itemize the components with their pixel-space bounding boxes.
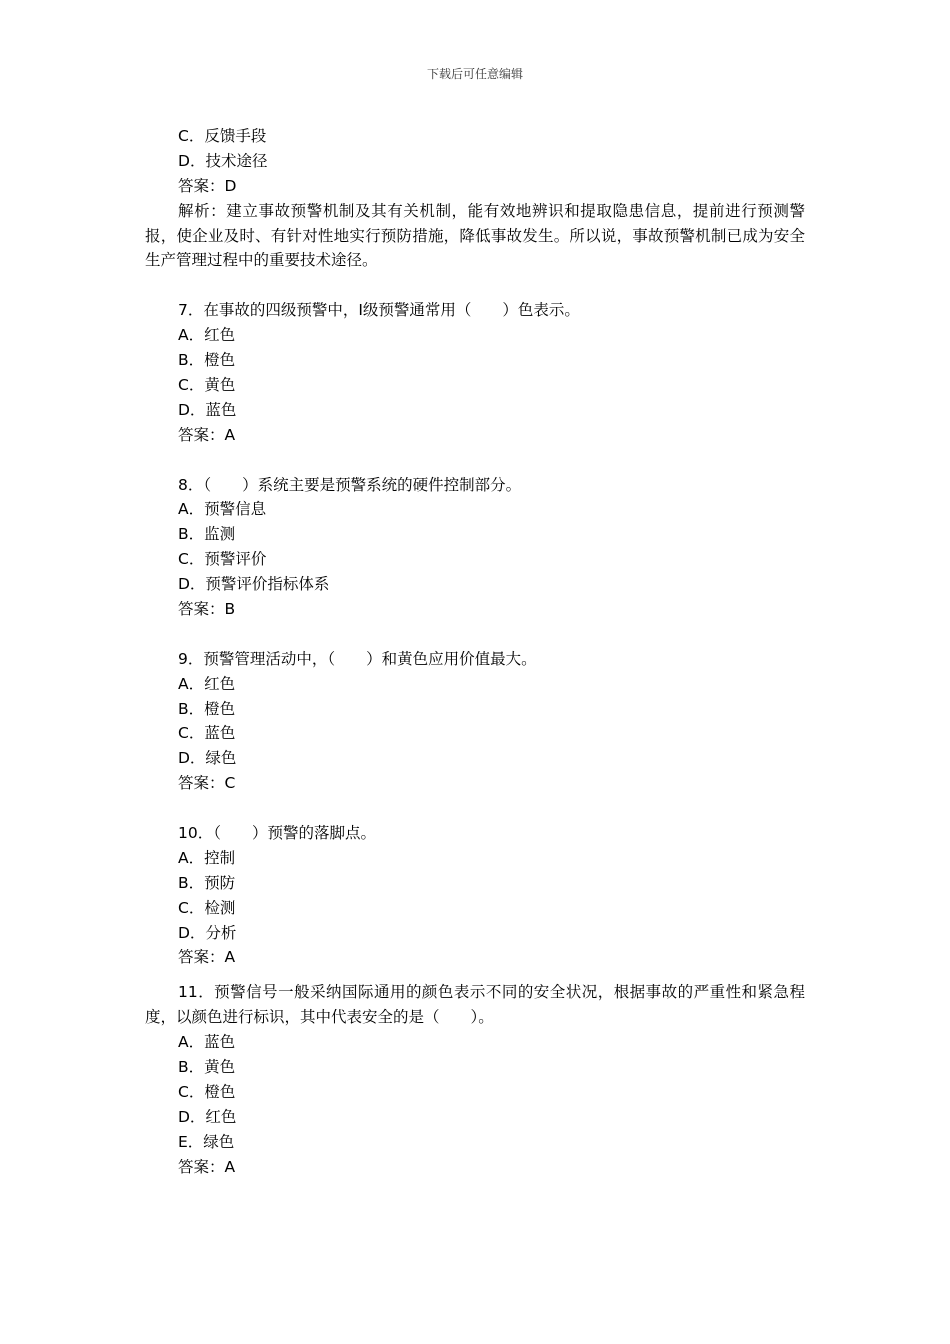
option-b: B．橙色 [178,699,236,718]
option-b: B．橙色 [178,351,236,370]
question-7 [145,298,805,447]
answer: 答案：A [178,425,236,444]
option-b: B．预防 [178,873,236,892]
spacer [145,273,805,298]
option-a: A．蓝色 [178,1033,236,1052]
option-b: B．黄色 [178,1058,236,1077]
question-stem: 10．（ ）预警的落脚点。 [178,823,376,842]
question-stem: 7．在事故的四级预警中，Ⅰ级预警通常用（ ）色表示。 [178,301,580,320]
option-c: C．蓝色 [178,724,236,743]
answer: 答案：C [178,774,236,793]
option-a: A．红色 [178,326,236,345]
answer: 答案：D [178,176,237,195]
option-e: E．绿色 [178,1132,235,1151]
option-c: C．检测 [178,898,236,917]
answer: 答案：A [178,1157,236,1176]
option-d: D．蓝色 [178,400,237,419]
option-d: D．分析 [178,923,237,942]
analysis: 解析：建立事故预警机制及其有关机制，能有效地辨识和提取隐患信息，提前进行预测警报，使企业及时、有针对性地实行预防措施，降低事故发生。所以说，事故预警机制已成为安全生产管理过程中的重要技术途径。 [145,201,805,270]
option-c: C．预警评价 [178,550,267,569]
answer: 答案：A [178,948,236,967]
option-a: A．控制 [178,848,236,867]
spacer [145,448,805,473]
question-stem: 8．（ ）系统主要是预警系统的硬件控制部分。 [178,475,522,494]
question-stem: 11．预警信号一般采纳国际通用的颜色表示不同的安全状况，根据事故的严重性和紧急程度，以颜色进行标识，其中代表安全的是（ ）。 [145,983,805,1027]
option-d: D．红色 [178,1107,237,1126]
option-b: B．监测 [178,525,236,544]
spacer [145,622,805,647]
option-c: C．黄色 [178,375,236,394]
page-header: 下载后可任意编辑 [426,67,523,81]
spacer [145,970,805,980]
question-9 [145,647,805,796]
question-stem: 9．预警管理活动中，（ ）和黄色应用价值最大。 [178,649,537,668]
option-a: A．预警信息 [178,500,267,519]
option-c: C．橙色 [178,1082,236,1101]
question-8 [145,473,805,622]
option-d: D．预警评价指标体系 [178,575,330,594]
prev-question [145,124,805,273]
option-d: D．技术途径 [178,151,268,170]
question-11 [145,980,805,1179]
option-c: C．反馈手段 [178,127,267,145]
question-10 [145,821,805,970]
document-body [145,124,805,1179]
spacer [145,796,805,821]
option-d: D．绿色 [178,749,237,768]
answer: 答案：B [178,599,236,618]
option-a: A．红色 [178,674,236,693]
